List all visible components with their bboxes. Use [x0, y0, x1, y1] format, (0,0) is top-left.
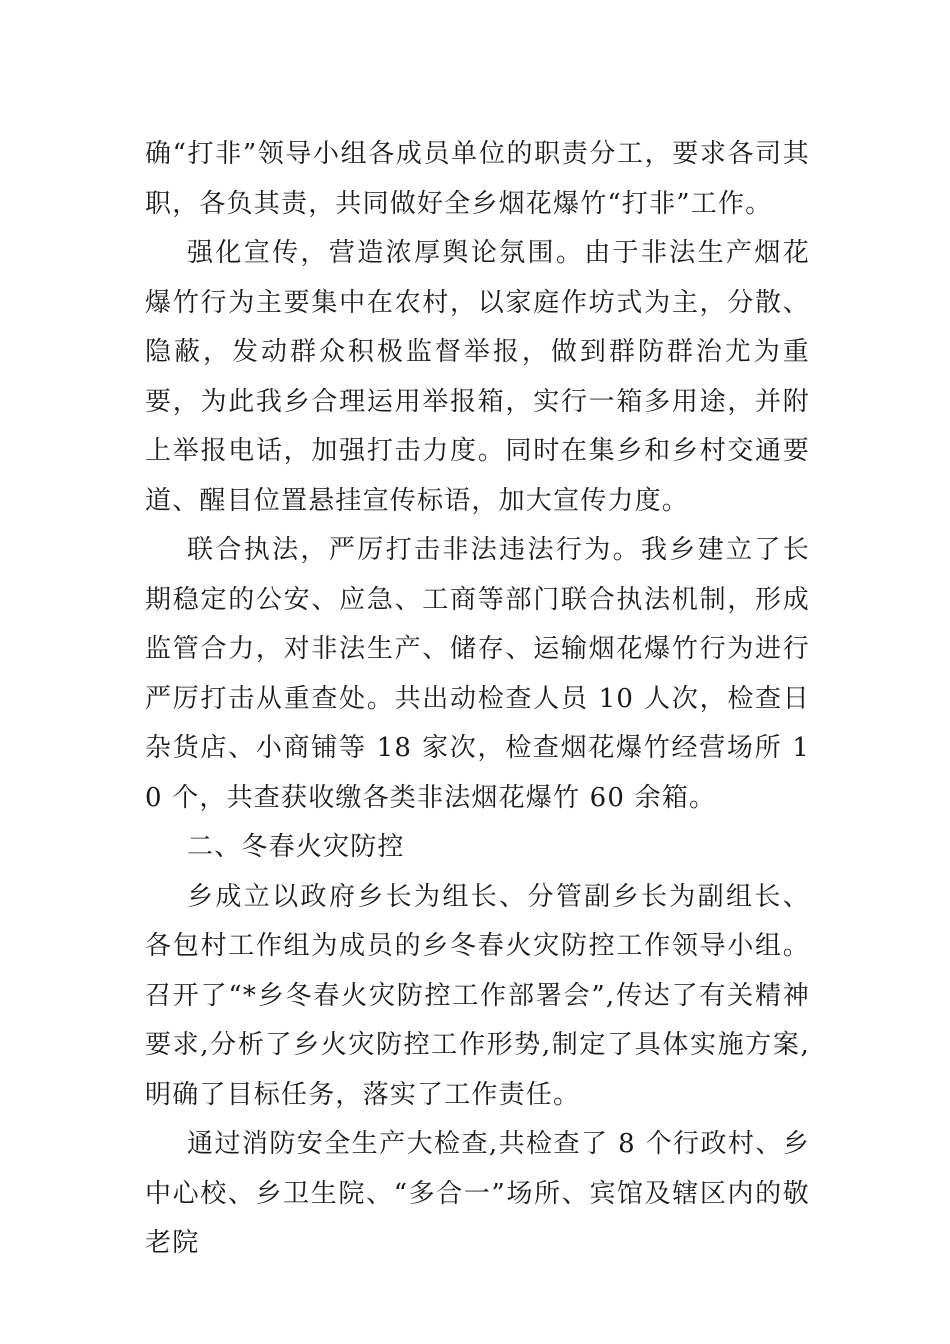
- paragraph-publicity: 强化宣传，营造浓厚舆论氛围。由于非法生产烟花爆竹行为主要集中在农村，以家庭作坊式为主，分散、隐蔽，发动群众积极监督举报，做到群防群治尤为重要，为此我乡合理运用举报箱，实行一箱多用途，并附上举报电话，加强打击力度。同时在集乡和乡村交通要道、醒目位置悬挂宣传标语，加大宣传力度。: [145, 238, 810, 516]
- section-heading-fire-prevention: 二、冬春火灾防控: [187, 832, 405, 862]
- paragraph-continued-dafei-duties: 确“打非”领导小组各成员单位的职责分工，要求各司其职，各负其责，共同做好全乡烟花爆竹“打非”工作。: [145, 139, 810, 219]
- paragraph-safety-inspection: 通过消防安全生产大检查,共检查了 8 个行政村、乡中心校、乡卫生院、“多合一”场所、宾馆及辖区内的敬老院: [145, 1129, 810, 1258]
- document-body: [145, 130, 810, 1269]
- paragraph-leadership-group: 乡成立以政府乡长为组长、分管副乡长为副组长、各包村工作组为成员的乡冬春火灾防控工作领导小组。召开了“*乡冬春火灾防控工作部署会”,传达了有关精神要求,分析了乡火灾防控工作形势,制定了具体实施方案,明确了目标任务，落实了工作责任。: [145, 881, 810, 1110]
- paragraph-joint-enforcement: 联合执法，严厉打击非法违法行为。我乡建立了长期稳定的公安、应急、工商等部门联合执法机制，形成监管合力，对非法生产、储存、运输烟花爆竹行为进行严厉打击从重查处。共出动检查人员 10 人次，检查日杂货店、小商铺等 18 家次，检查烟花爆竹经营场所 10 个，共查获收缴各类非法烟花爆竹 60 余箱。: [145, 535, 810, 813]
